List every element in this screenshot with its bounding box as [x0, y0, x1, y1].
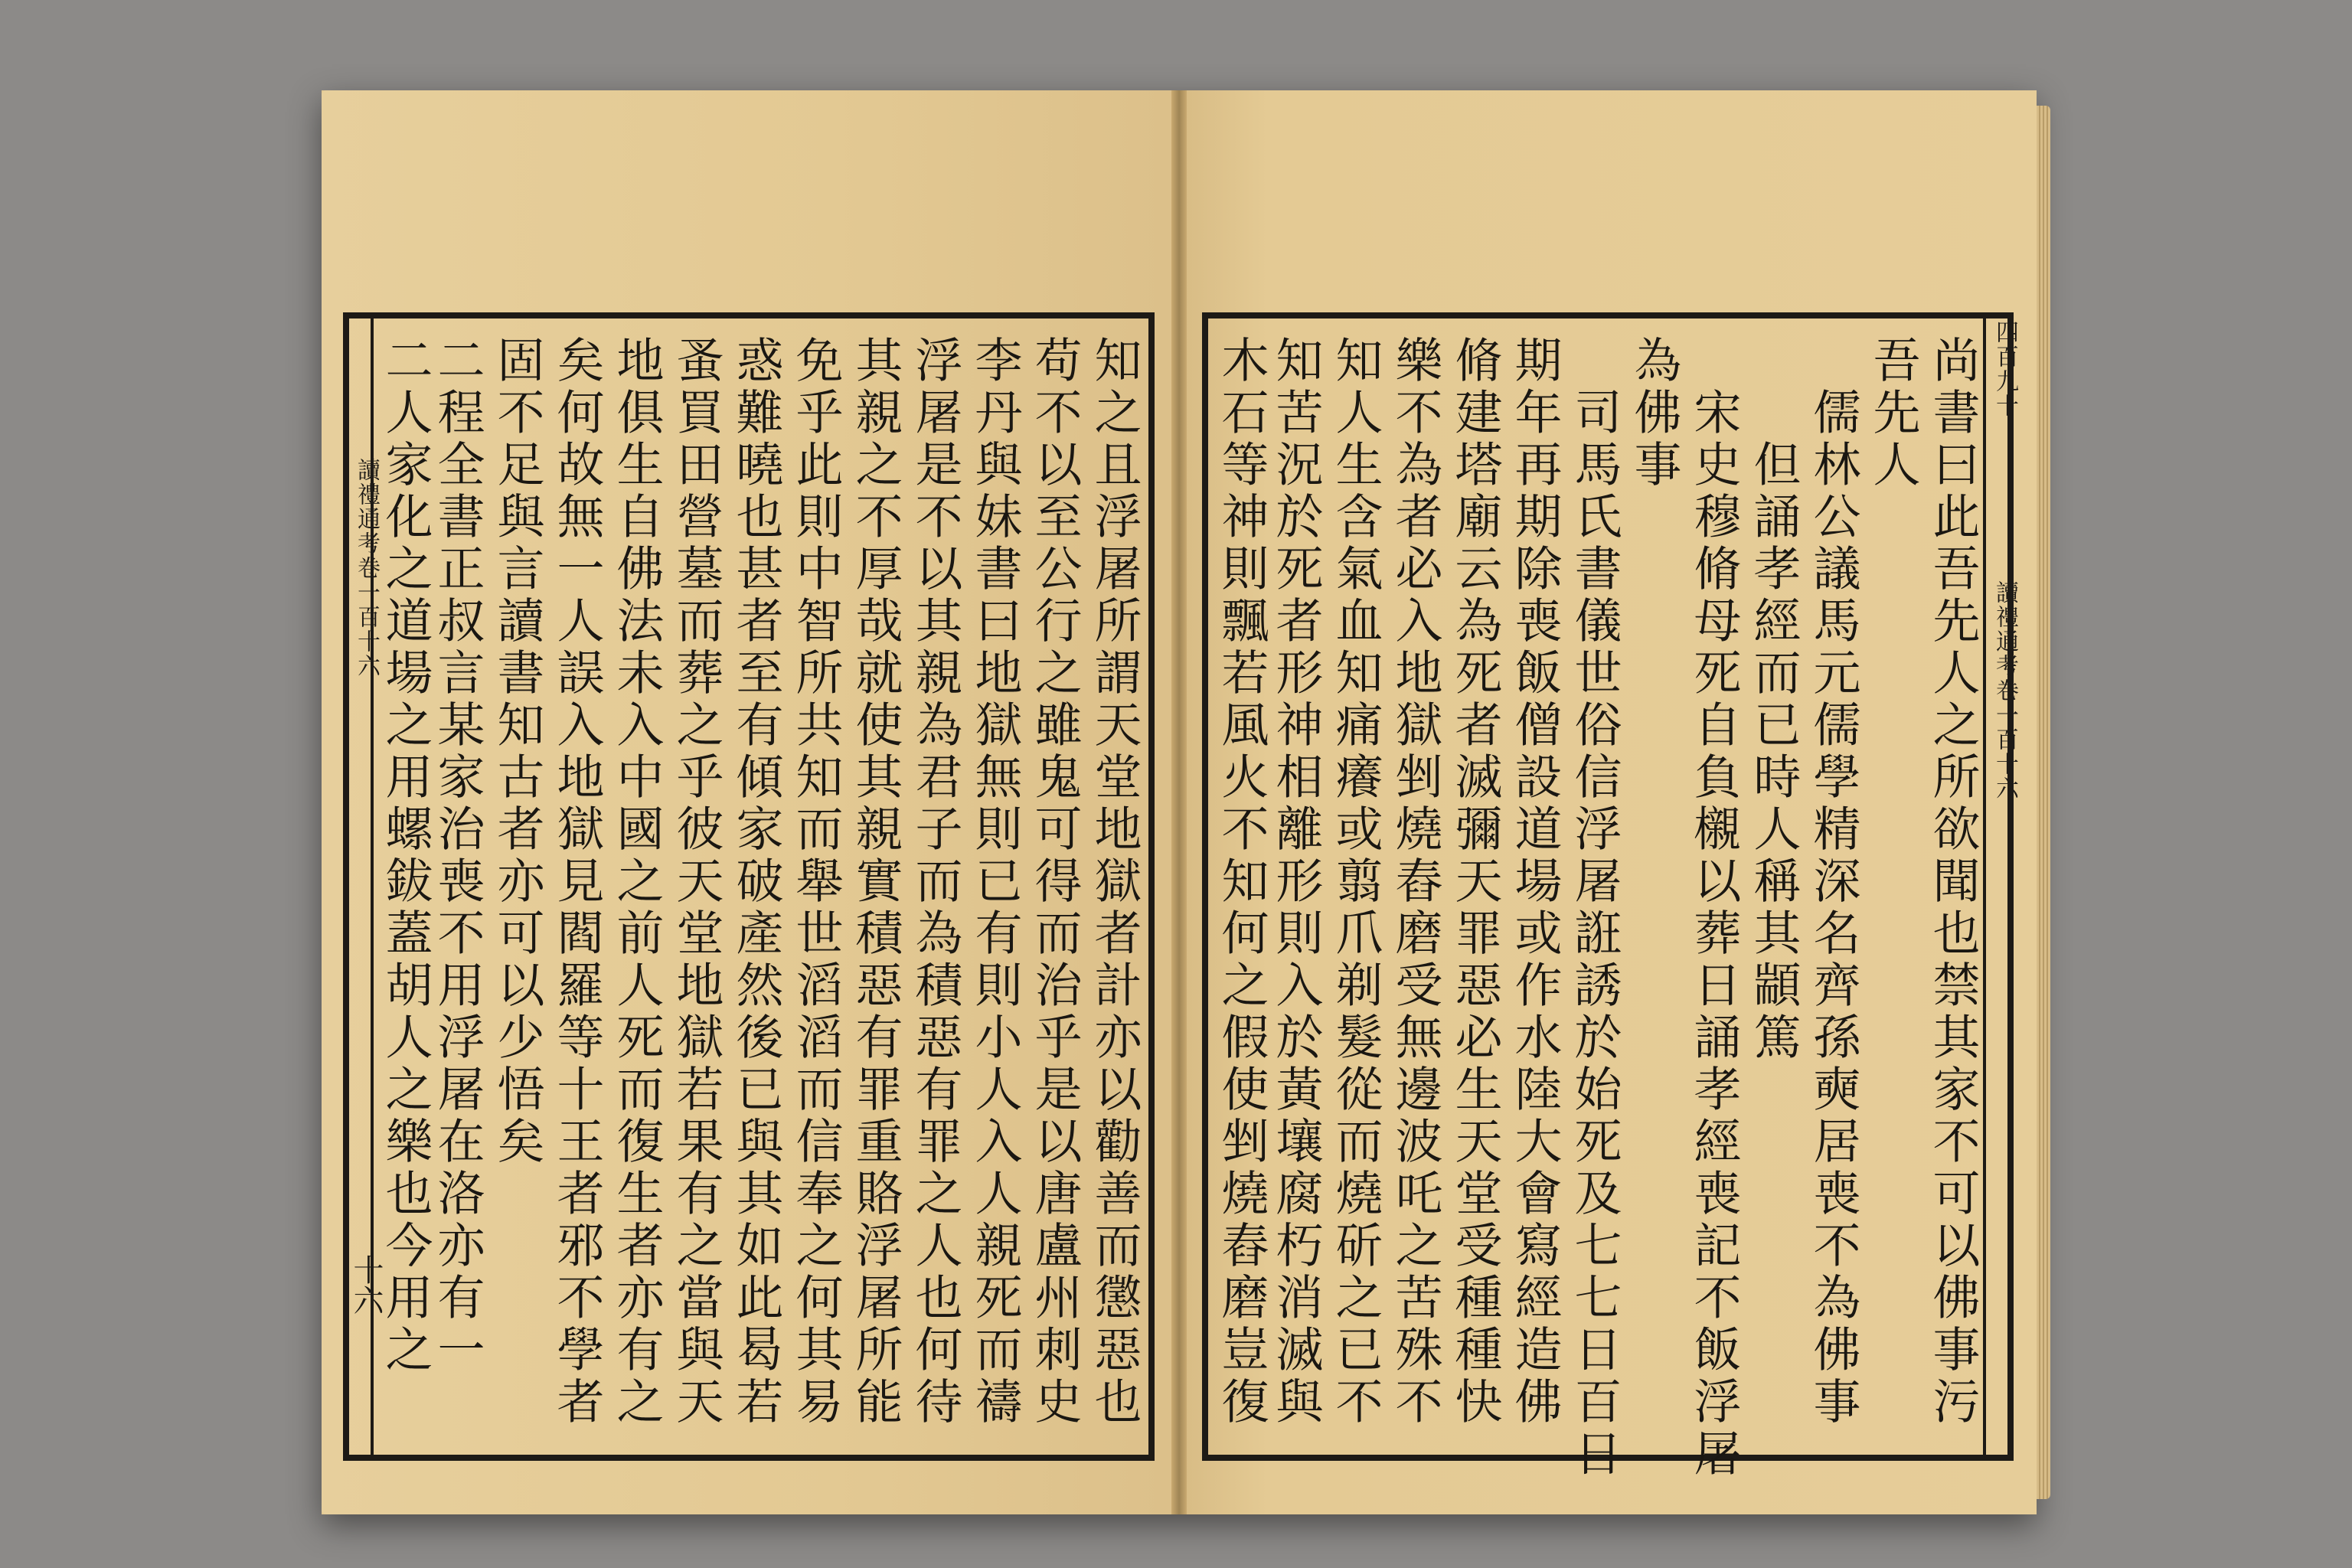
right-col-1: 尚書曰此吾先人之所欲聞也禁其家不可以佛事污 — [1925, 335, 1981, 1429]
right-col-6: 為佛事 — [1626, 335, 1682, 492]
left-col-6: 免乎此則中智所共知而舉世滔滔而信奉之何其易 — [788, 335, 844, 1429]
page-edges — [2037, 106, 2050, 1499]
left-col-10: 矣何故無一人誤入地獄見閻羅等十王者邪不學者 — [549, 335, 605, 1429]
right-margin-title: 讀禮通考卷一百十六 — [1991, 580, 2018, 801]
right-col-4: 但誦孝經而已時人稱其顓篤 — [1746, 439, 1802, 1064]
right-col-3: 儒林公議馬元儒學精深名齊孫奭居喪不為佛事 — [1805, 387, 1861, 1429]
left-col-5: 其親之不厚哉就使其親實積惡有罪重賂浮屠所能 — [848, 335, 903, 1429]
left-col-13: 二人家化之道場之用螺鈸蓋胡人之樂也今用之 — [377, 335, 433, 1377]
right-margin-column — [1983, 312, 2014, 1461]
left-col-3: 李丹與妹書曰地獄無則已有則小人入人親死而禱 — [967, 335, 1023, 1429]
book-gutter — [1171, 90, 1187, 1514]
left-col-9: 地俱生自佛法未入中國之前人死而復生者亦有之 — [609, 335, 665, 1429]
left-col-11: 固不足與言讀書知古者亦可以少悟矣 — [489, 335, 545, 1168]
left-page-number: 十六 — [348, 1254, 384, 1315]
right-col-11: 知人生含氣血知痛癢或翦爪剃髮從而燒斫之已不 — [1328, 335, 1383, 1429]
right-col-2: 吾先人 — [1865, 335, 1921, 492]
right-col-7: 司馬氏書儀世俗信浮屠誑誘於始死及七七日百日 — [1566, 387, 1622, 1481]
left-col-2: 苟不以至公行之雖鬼可得而治乎是以唐盧州刺史 — [1027, 335, 1083, 1429]
right-page-number: 四百九十 — [1991, 320, 2018, 418]
left-col-7: 惑難曉也甚者至有傾家破產然後已與其如此曷若 — [728, 335, 784, 1429]
left-margin-title: 讀禮通考卷一百十六 — [353, 458, 380, 678]
right-col-5: 宋史穆脩母死自負櫬以葬日誦孝經喪記不飯浮屠 — [1686, 387, 1742, 1481]
right-col-9: 脩建塔廟云為死者滅彌天罪惡必生天堂受種種快 — [1447, 335, 1503, 1429]
right-col-12: 知苦況於死者形神相離形則入於黃壤腐朽消滅與 — [1268, 335, 1324, 1429]
left-col-1: 知之且浮屠所謂天堂地獄者計亦以勸善而懲惡也 — [1086, 335, 1142, 1429]
right-col-10: 樂不為者必入地獄剉燒舂磨受無邊波吒之苦殊不 — [1387, 335, 1443, 1429]
right-col-13: 木石等神則飄若風火不知何之假使剉燒舂磨豈復 — [1214, 335, 1269, 1429]
right-col-8: 期年再期除喪飯僧設道場或作水陸大會寫經造佛 — [1507, 335, 1563, 1429]
left-col-12: 二程全書正叔言某家治喪不用浮屠在洛亦有一 — [430, 335, 485, 1377]
left-col-8: 蚤買田營墓而葬之乎彼天堂地獄若果有之當與天 — [668, 335, 724, 1429]
open-book — [322, 90, 2037, 1514]
left-col-4: 浮屠是不以其親為君子而為積惡有罪之人也何待 — [907, 335, 963, 1429]
